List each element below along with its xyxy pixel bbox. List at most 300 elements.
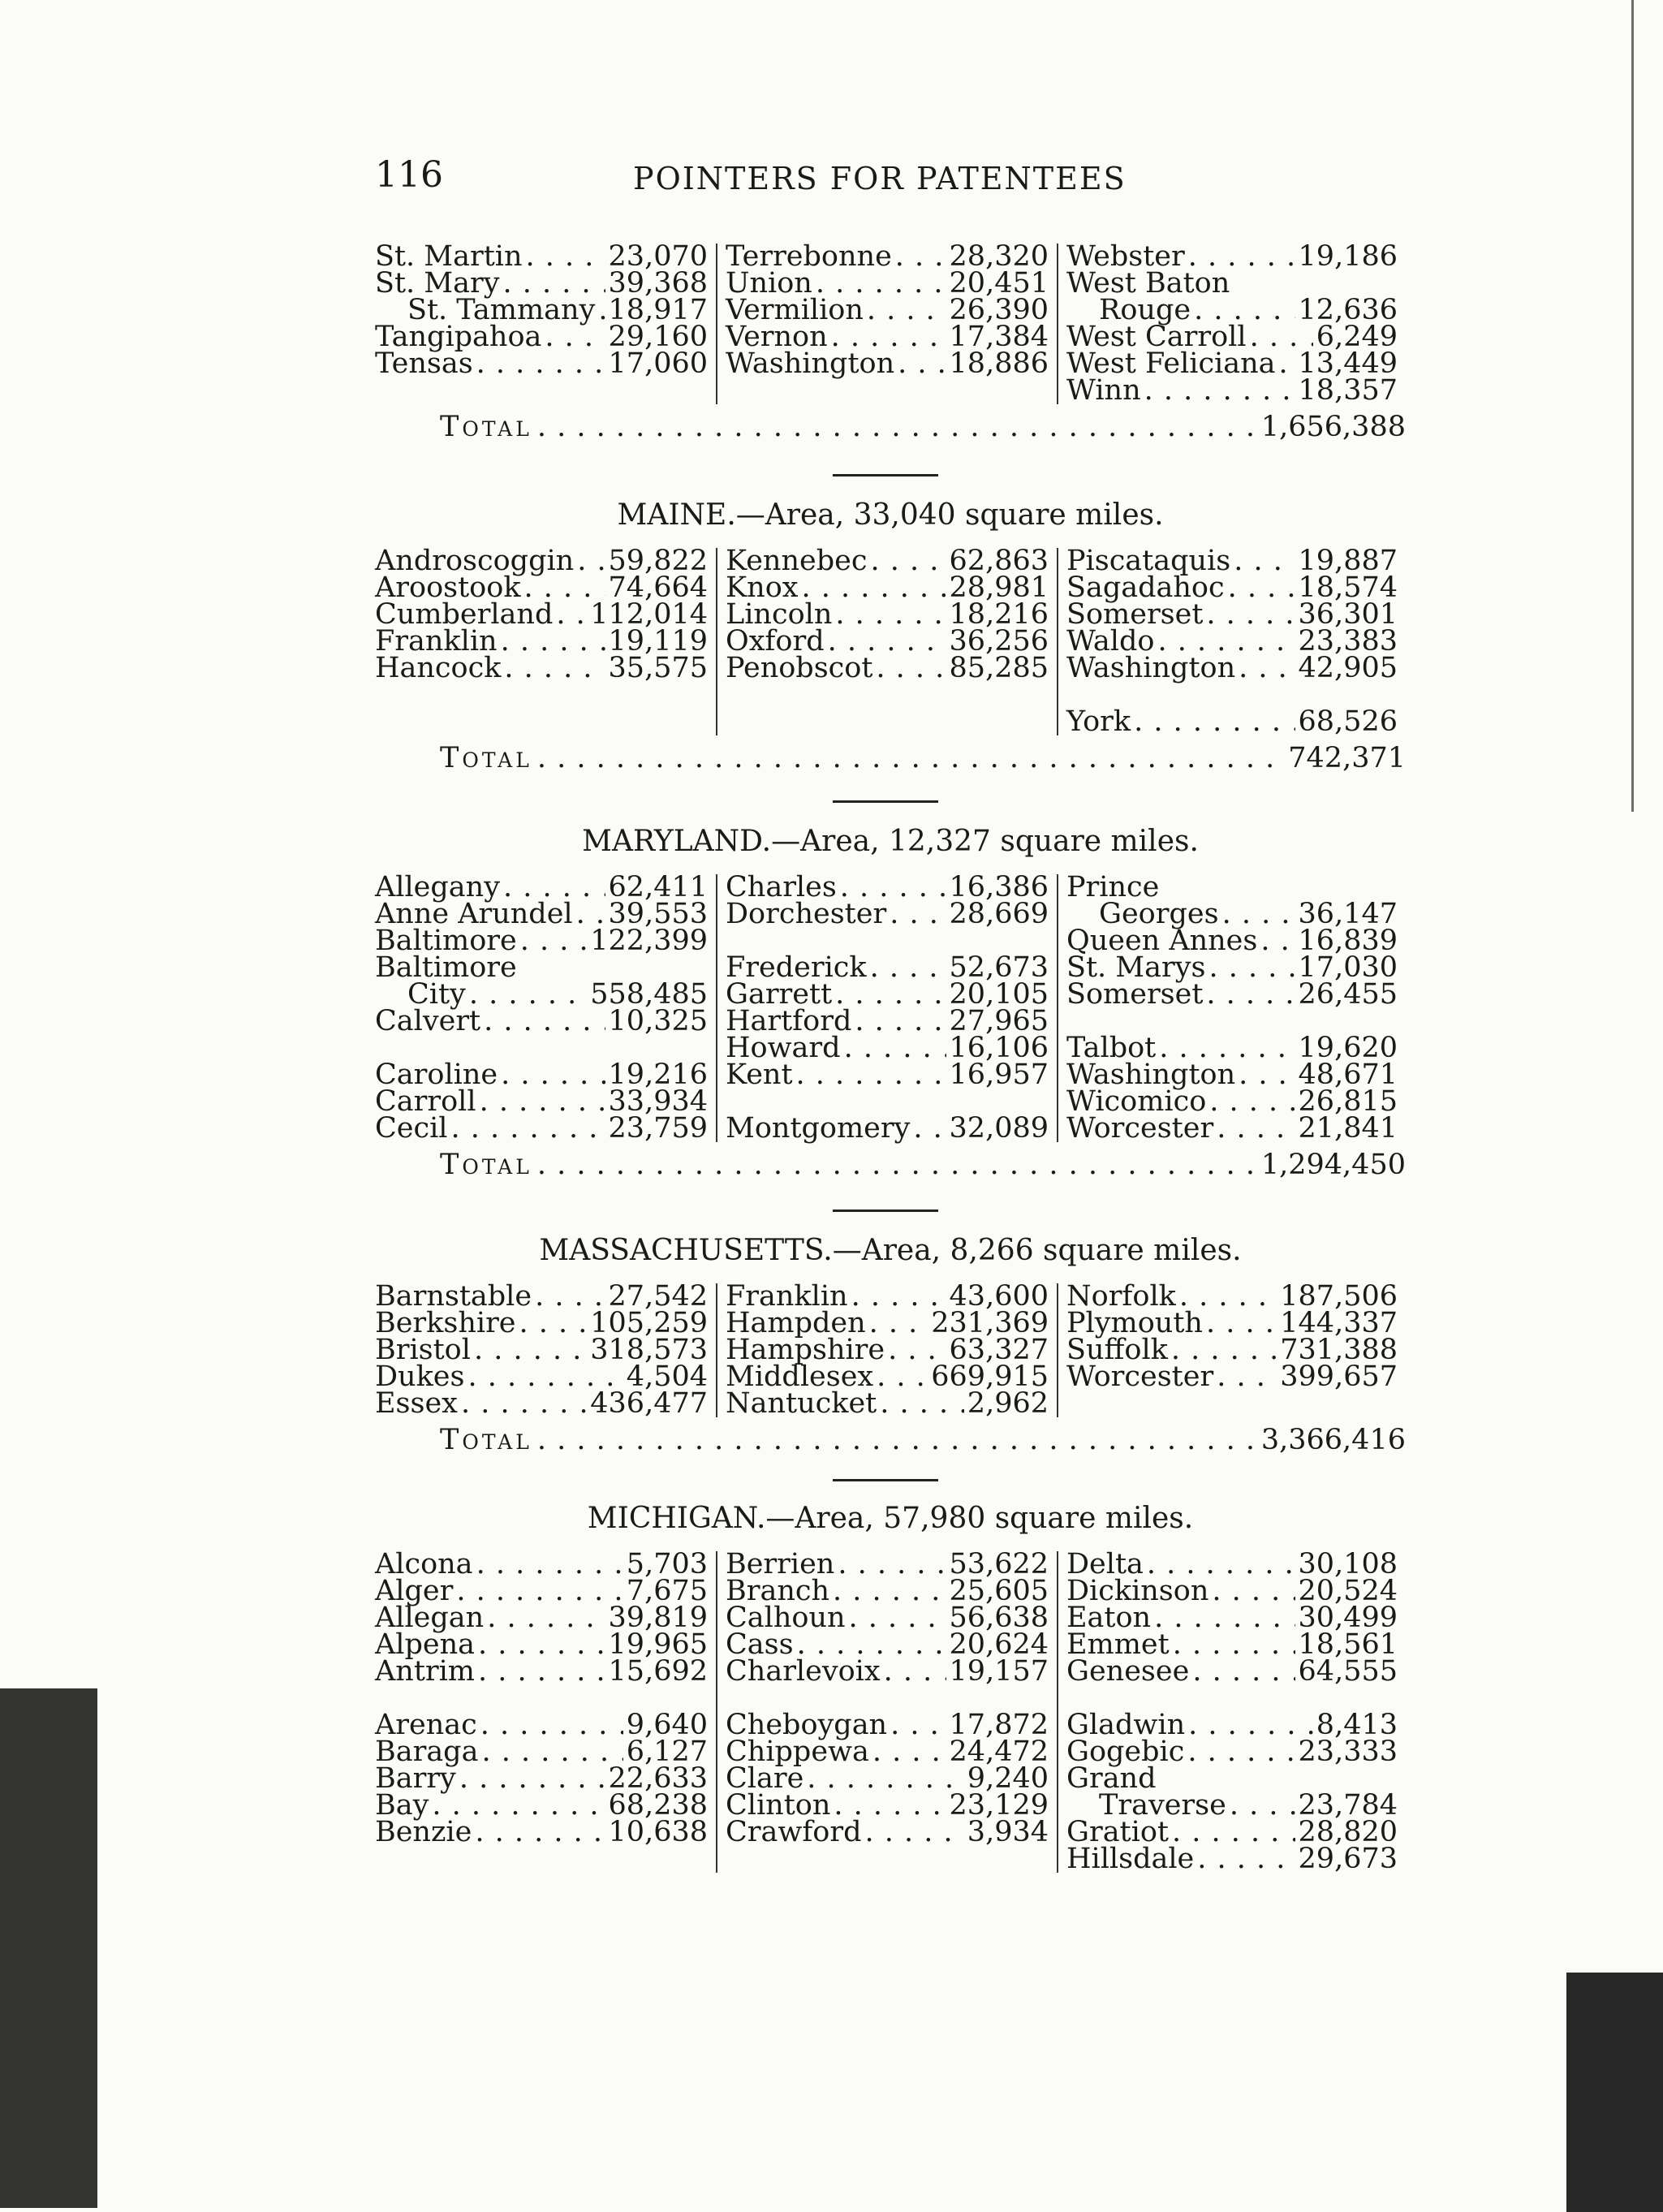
dot-leader (504, 655, 605, 682)
dot-leader (884, 1658, 946, 1685)
county-name: Georges (1099, 898, 1219, 930)
county-column (375, 545, 716, 735)
county-entry (726, 1059, 1049, 1091)
county-population: 53,622 (949, 1548, 1049, 1580)
county-name: St. Martin (375, 240, 523, 273)
county-name: Penobscot (726, 652, 873, 684)
county-population: 16,386 (949, 871, 1049, 903)
county-population: 669,915 (931, 1360, 1049, 1393)
county-population: 26,455 (1298, 978, 1398, 1011)
section-heading: MASSACHUSETTS.—Area, 8,266 square miles. (539, 1234, 1242, 1267)
county-population: 13,449 (1298, 347, 1398, 380)
county-population: 26,390 (949, 294, 1049, 326)
dot-leader (537, 1149, 1256, 1181)
dot-leader (870, 548, 946, 575)
county-name: Eaton (1066, 1602, 1152, 1634)
dot-leader (807, 1766, 964, 1792)
dot-leader (537, 742, 1283, 774)
county-name: City (407, 978, 466, 1011)
county-entry (375, 1816, 708, 1848)
county-name: Benzie (375, 1816, 472, 1848)
county-name: Branch (726, 1575, 830, 1607)
dot-leader (867, 297, 946, 324)
dot-leader (478, 1632, 605, 1658)
county-name: Clare (726, 1762, 804, 1795)
county-entry (726, 898, 1049, 930)
county-name: Chippewa (726, 1736, 869, 1768)
section-divider (833, 474, 938, 476)
dot-leader (480, 1712, 623, 1739)
county-name: Antrim (375, 1655, 475, 1688)
running-head: POINTERS FOR PATENTEES (633, 161, 1127, 196)
county-column (716, 871, 1057, 1145)
county-name: Norfolk (1066, 1280, 1176, 1313)
county-population: 28,320 (949, 240, 1049, 273)
county-name: Union (726, 267, 812, 300)
county-population: 56,638 (949, 1602, 1049, 1634)
county-population: 318,573 (590, 1334, 708, 1366)
county-name: Somerset (1066, 978, 1204, 1011)
county-entry (726, 1387, 1049, 1420)
dot-leader (1228, 575, 1295, 602)
county-population: 23,333 (1298, 1736, 1398, 1768)
county-population: 39,553 (608, 898, 708, 930)
dot-leader (475, 1819, 605, 1846)
county-column (1057, 871, 1398, 1145)
county-name: Emmet (1066, 1628, 1170, 1661)
county-name: Franklin (726, 1280, 848, 1313)
county-name: Rouge (1099, 294, 1191, 326)
county-population: 52,673 (949, 951, 1049, 984)
county-population: 18,574 (1298, 571, 1398, 604)
scan-edge-mark (1631, 0, 1634, 812)
county-name: Sagadahoc (1066, 571, 1225, 604)
county-columns (375, 1280, 1406, 1420)
county-columns (375, 1548, 1406, 1875)
dot-leader (1230, 1792, 1295, 1819)
dot-leader (1212, 1578, 1295, 1605)
scan-edge-mark (1566, 1973, 1663, 2212)
county-column (1057, 545, 1398, 738)
dot-leader (1206, 981, 1295, 1008)
dot-leader (855, 1008, 946, 1035)
county-population: 6,127 (626, 1736, 708, 1768)
county-name: Webster (1066, 240, 1185, 273)
county-name: Piscataquis (1066, 545, 1231, 577)
dot-leader (598, 297, 605, 324)
county-columns (375, 240, 1406, 407)
section-michigan (375, 1502, 1406, 1873)
dot-leader (474, 1337, 587, 1364)
county-name: Essex (375, 1387, 458, 1420)
county-column (1057, 1548, 1398, 1875)
county-name: Dorchester (726, 898, 887, 930)
total-row (375, 1424, 1406, 1456)
county-name: Talbot (1066, 1032, 1157, 1064)
dot-leader (844, 1035, 946, 1062)
county-name: Montgomery (726, 1112, 911, 1145)
section-massachusetts (375, 1234, 1406, 1456)
county-name: Frederick (726, 951, 867, 984)
dot-leader (476, 351, 605, 377)
dot-leader (1188, 1712, 1313, 1739)
dot-leader (1173, 1632, 1295, 1658)
county-name: Washington (1066, 1059, 1236, 1091)
dot-leader (796, 1062, 946, 1089)
county-population: 19,216 (608, 1059, 708, 1091)
county-name: Terrebonne (726, 240, 892, 273)
county-population: 33,934 (608, 1085, 708, 1118)
county-population: 187,506 (1280, 1280, 1398, 1313)
county-name: Knox (726, 571, 799, 604)
county-population: 105,259 (590, 1307, 708, 1339)
county-population: 28,820 (1298, 1816, 1398, 1848)
county-entry (375, 1387, 708, 1420)
dot-leader (872, 1739, 946, 1766)
dot-leader (1217, 1115, 1295, 1142)
county-population: 62,411 (608, 871, 708, 903)
dot-leader (833, 1578, 946, 1605)
county-name: Genesee (1066, 1655, 1190, 1688)
section-divider (833, 1209, 938, 1212)
county-population: 144,337 (1280, 1307, 1398, 1339)
section-heading: MICHIGAN.—Area, 57,980 square miles. (587, 1502, 1194, 1535)
county-name: Allegan (375, 1602, 485, 1634)
county-entry (375, 1655, 708, 1688)
county-population: 17,384 (949, 321, 1049, 353)
county-name: Calhoun (726, 1602, 846, 1634)
county-entry (726, 1655, 1049, 1688)
county-name: Bristol (375, 1334, 471, 1366)
county-name: Barnstable (375, 1280, 532, 1313)
county-population: 4,504 (626, 1360, 708, 1393)
county-entry (726, 347, 1049, 380)
dot-leader (459, 1766, 605, 1792)
dot-leader (890, 1712, 946, 1739)
county-population: 63,327 (949, 1334, 1049, 1366)
county-population: 399,657 (1280, 1360, 1398, 1393)
county-population: 39,368 (608, 267, 708, 300)
county-name: Waldo (1066, 625, 1155, 658)
county-columns (375, 871, 1406, 1145)
total-value: 742,371 (1288, 742, 1406, 774)
county-population: 30,108 (1298, 1548, 1398, 1580)
dot-leader (545, 324, 605, 351)
county-name: Vernon (726, 321, 828, 353)
county-name: Howard (726, 1032, 841, 1064)
county-population: 28,981 (949, 571, 1049, 604)
county-entry (1066, 1112, 1398, 1145)
county-name: Somerset (1066, 598, 1204, 631)
county-name: Barry (375, 1762, 456, 1795)
county-population: 85,285 (949, 652, 1049, 684)
county-entry (1066, 652, 1398, 684)
county-name: Baraga (375, 1736, 479, 1768)
county-population: 17,060 (608, 347, 708, 380)
dot-leader (1234, 548, 1295, 575)
dot-leader (1279, 351, 1295, 377)
dot-leader (476, 1551, 623, 1578)
dot-leader (469, 981, 587, 1008)
county-population: 23,129 (949, 1789, 1049, 1822)
county-name: Alger (375, 1575, 454, 1607)
county-population: 19,887 (1298, 545, 1398, 577)
county-population: 18,357 (1298, 374, 1398, 407)
county-column (716, 1280, 1057, 1420)
county-population: 558,485 (590, 978, 708, 1011)
county-name: Cumberland (375, 598, 554, 631)
county-population: 10,638 (608, 1816, 708, 1848)
dot-leader (835, 981, 946, 1008)
dot-leader (913, 1115, 946, 1142)
county-name: Kent (726, 1059, 793, 1091)
county-name: Arenac (375, 1709, 477, 1741)
page-number: 116 (375, 154, 443, 196)
county-name: Charlevoix (726, 1655, 881, 1688)
county-name: Alpena (375, 1628, 475, 1661)
county-name: Androscoggin (375, 545, 575, 577)
county-name: Bay (375, 1789, 429, 1822)
dot-leader (870, 955, 946, 981)
county-column (1057, 240, 1398, 407)
county-population: 3,934 (967, 1816, 1049, 1848)
county-name: Garrett (726, 978, 833, 1011)
total-label: Total (440, 1424, 532, 1456)
county-name: Charles (726, 871, 837, 903)
total-label: Total (440, 411, 532, 443)
county-population: 231,369 (931, 1307, 1049, 1339)
county-population: 32,089 (949, 1112, 1049, 1145)
county-name: Delta (1066, 1548, 1144, 1580)
county-population: 18,917 (608, 294, 708, 326)
dot-leader (1134, 709, 1295, 735)
county-name: Cass (726, 1628, 794, 1661)
county-population: 731,388 (1280, 1334, 1398, 1366)
county-population: 18,886 (949, 347, 1049, 380)
county-name: Worcester (1066, 1112, 1214, 1145)
total-value: 1,656,388 (1260, 411, 1406, 443)
dot-leader (556, 602, 587, 628)
county-name: Washington (1066, 652, 1236, 684)
county-name: Allegany (375, 871, 500, 903)
county-column (716, 240, 1057, 404)
section-heading: MARYLAND.—Area, 12,327 square miles. (582, 825, 1199, 858)
dot-leader (1154, 1605, 1295, 1632)
county-name: Tensas (375, 347, 473, 380)
dot-leader (537, 411, 1256, 443)
section-heading: MAINE.—Area, 33,040 square miles. (617, 498, 1164, 532)
dot-leader (1209, 1089, 1295, 1115)
county-name: Dickinson (1066, 1575, 1209, 1607)
section-divider (833, 800, 938, 803)
county-population: 29,160 (608, 321, 708, 353)
county-name: York (1066, 705, 1131, 738)
county-name: Baltimore (375, 925, 517, 957)
dot-leader (898, 351, 946, 377)
county-population: 48,671 (1298, 1059, 1398, 1091)
county-population: 36,147 (1298, 898, 1398, 930)
dot-leader (1217, 1364, 1277, 1391)
county-population: 22,633 (608, 1762, 708, 1795)
county-entry (375, 1005, 708, 1037)
county-population: 7,675 (626, 1575, 708, 1607)
county-column (1057, 1280, 1398, 1417)
dot-leader (501, 1062, 605, 1089)
county-population: 12,636 (1298, 294, 1398, 326)
county-entry (726, 1816, 1049, 1848)
county-name: St. Marys (1066, 951, 1206, 984)
dot-leader (1239, 1062, 1295, 1089)
dot-leader (849, 1605, 946, 1632)
dot-leader (1144, 377, 1295, 404)
county-population: 26,815 (1298, 1085, 1398, 1118)
county-name: Hartford (726, 1005, 852, 1037)
dot-leader (577, 548, 605, 575)
dot-leader (1208, 955, 1295, 981)
county-population: 43,600 (949, 1280, 1049, 1313)
dot-leader (865, 1819, 964, 1846)
section-divider (833, 1479, 938, 1481)
county-name: Baltimore (375, 951, 517, 984)
dot-leader (450, 1115, 605, 1142)
county-entry (1066, 1655, 1398, 1688)
county-name: Queen Annes (1066, 925, 1258, 957)
county-population: 27,542 (608, 1280, 708, 1313)
county-name: Gratiot (1066, 1816, 1169, 1848)
county-population: 24,472 (949, 1736, 1049, 1768)
county-name: Middlesex (726, 1360, 874, 1393)
county-entry (726, 1112, 1049, 1145)
county-population: 35,575 (608, 652, 708, 684)
county-population: 16,106 (949, 1032, 1049, 1064)
county-population: 25,605 (949, 1575, 1049, 1607)
dot-leader (895, 244, 946, 270)
dot-leader (481, 1739, 623, 1766)
county-entry (726, 652, 1049, 684)
county-column (375, 871, 716, 1145)
dot-leader (838, 1551, 946, 1578)
total-label: Total (440, 742, 532, 774)
dot-leader (1239, 655, 1295, 682)
dot-leader (537, 1424, 1256, 1456)
county-name: Cecil (375, 1112, 448, 1145)
county-name: West Baton (1066, 267, 1230, 300)
county-column (716, 545, 1057, 735)
county-population: 20,524 (1298, 1575, 1398, 1607)
county-name: St. Tammany (407, 294, 596, 326)
county-population: 18,216 (949, 598, 1049, 631)
section-louisiana-continued (375, 240, 1406, 443)
county-name: Oxford (726, 625, 825, 658)
dot-leader (501, 628, 605, 655)
county-population: 23,070 (608, 240, 708, 273)
county-name: Wicomico (1066, 1085, 1207, 1118)
county-name: Nantucket (726, 1387, 877, 1420)
dot-leader (478, 1658, 605, 1685)
county-population: 59,822 (608, 545, 708, 577)
county-population: 42,905 (1298, 652, 1398, 684)
county-population: 20,105 (949, 978, 1049, 1011)
county-population: 18,561 (1298, 1628, 1398, 1661)
county-population: 112,014 (590, 598, 708, 631)
dot-leader (1197, 1846, 1295, 1873)
county-name: Cheboygan (726, 1709, 888, 1741)
county-population: 36,301 (1298, 598, 1398, 631)
total-value: 3,366,416 (1260, 1424, 1406, 1456)
dot-leader (487, 1605, 605, 1632)
dot-leader (480, 1089, 605, 1115)
dot-leader (519, 1310, 588, 1337)
county-name: Vermilion (726, 294, 864, 326)
county-entry (1066, 978, 1398, 1011)
county-entry (375, 1112, 708, 1145)
county-population: 36,256 (949, 625, 1049, 658)
county-name: Caroline (375, 1059, 498, 1091)
county-name: Gogebic (1066, 1736, 1185, 1768)
county-entry (1066, 705, 1398, 738)
county-population: 19,620 (1298, 1032, 1398, 1064)
dot-leader (1260, 928, 1295, 955)
total-label: Total (440, 1149, 532, 1181)
county-population: 39,819 (608, 1602, 708, 1634)
county-population: 20,624 (949, 1628, 1049, 1661)
county-name: Aroostook (375, 571, 521, 604)
county-population: 20,451 (949, 267, 1049, 300)
county-name: Berkshire (375, 1307, 516, 1339)
county-population: 19,965 (608, 1628, 708, 1661)
county-column (375, 1280, 716, 1420)
county-population: 6,249 (1316, 321, 1398, 353)
county-name: Hillsdale (1066, 1843, 1195, 1875)
total-row (375, 742, 1406, 774)
county-name: Crawford (726, 1816, 862, 1848)
county-name: Washington (726, 347, 895, 380)
county-name: Winn (1066, 374, 1141, 407)
county-name: Clinton (726, 1789, 831, 1822)
county-name: Dukes (375, 1360, 465, 1393)
county-population: 27,965 (949, 1005, 1049, 1037)
section-maryland (375, 825, 1406, 1181)
county-population: 9,240 (967, 1762, 1049, 1795)
county-population: 29,673 (1298, 1843, 1398, 1875)
dot-leader (890, 901, 946, 928)
county-population: 17,872 (949, 1709, 1049, 1741)
total-row (375, 1149, 1406, 1181)
county-population: 10,325 (608, 1005, 708, 1037)
county-population: 23,784 (1298, 1789, 1398, 1822)
county-population: 16,957 (949, 1059, 1049, 1091)
county-population: 74,664 (608, 571, 708, 604)
county-entry (1066, 1843, 1398, 1875)
county-population: 23,383 (1298, 625, 1398, 658)
county-population: 16,839 (1298, 925, 1398, 957)
county-name: Worcester (1066, 1360, 1214, 1393)
county-population: 62,863 (949, 545, 1049, 577)
county-population: 21,841 (1298, 1112, 1398, 1145)
county-population: 5,703 (626, 1548, 708, 1580)
dot-leader (835, 602, 946, 628)
total-value: 1,294,450 (1260, 1149, 1406, 1181)
county-name: Grand (1066, 1762, 1157, 1795)
county-column (375, 240, 716, 404)
county-name: Kennebec (726, 545, 868, 577)
county-population: 436,477 (590, 1387, 708, 1420)
section-maine (375, 498, 1406, 774)
dot-leader (876, 655, 946, 682)
county-entry (1066, 374, 1398, 407)
county-population: 68,238 (608, 1789, 708, 1822)
county-population: 64,555 (1298, 1655, 1398, 1688)
